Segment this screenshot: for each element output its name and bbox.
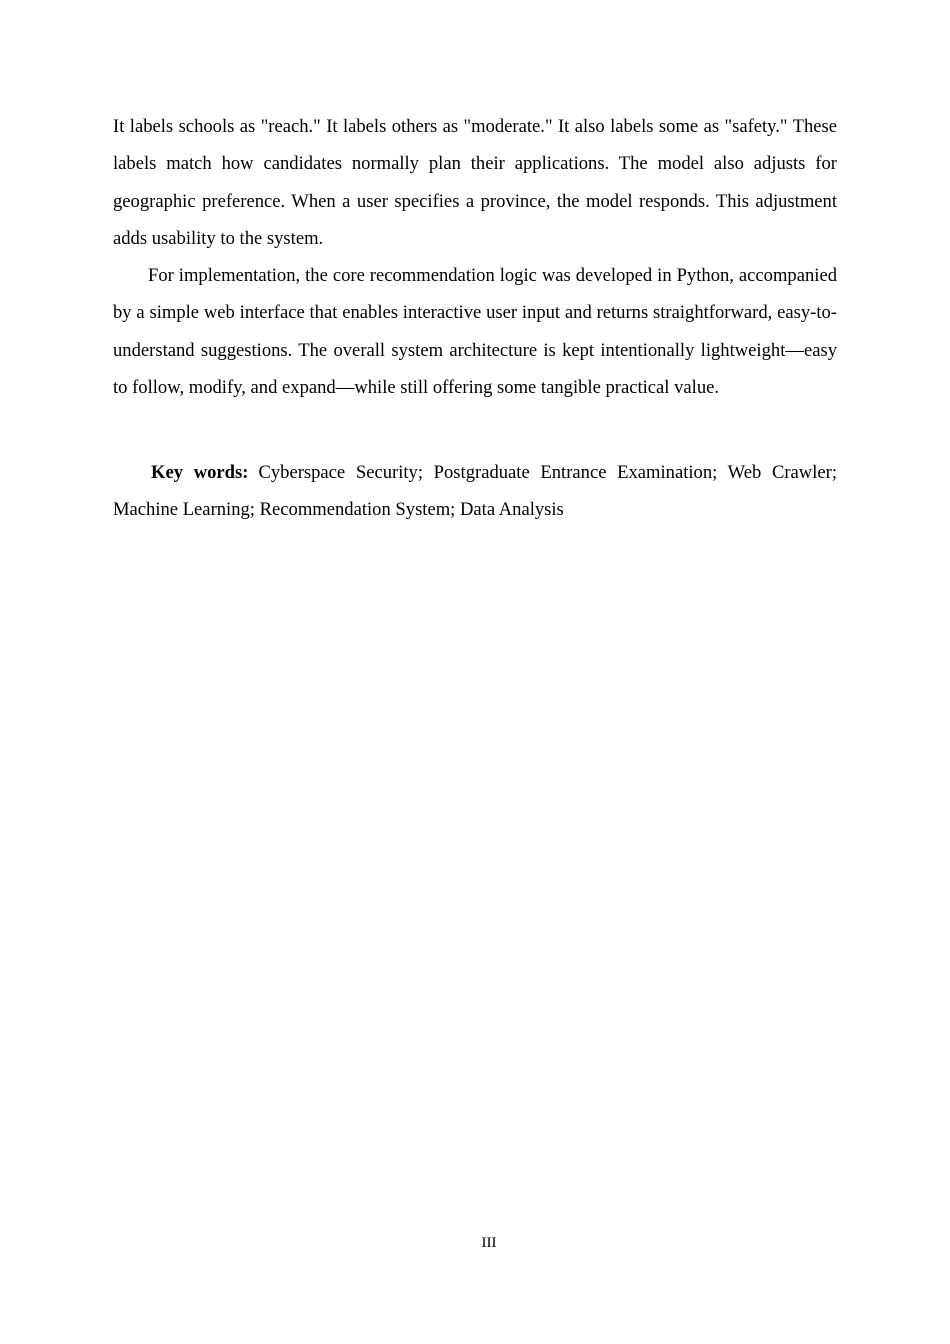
page-number: III	[481, 1235, 497, 1251]
keywords-colon: :	[242, 462, 249, 484]
keywords-section	[113, 455, 837, 528]
paragraph-continuation: It labels schools as "reach." It labels others as "moderate." It also labels some as "safety." These labels match how candidates normally plan their applications. The model also adjusts for geographic preference. When a user specifies a province, the model responds. This adjustment adds usability to the system.	[113, 116, 837, 249]
keywords-text: Cyberspace Security; Postgraduate Entrance Examination; Web Crawler; Machine Learning; Recommendation System; Data Analysis	[113, 462, 837, 520]
page-body	[113, 108, 837, 528]
keywords-label: Key words	[151, 462, 243, 484]
paragraph-implementation: For implementation, the core recommendation logic was developed in Python, accompanied by a simple web interface that enables interactive user input and returns straightforward, easy-to-understand suggestions. The overall system architecture is kept intentionally lightweight—easy to follow, modify, and expand—while still offering some tangible practical value.	[113, 265, 837, 399]
